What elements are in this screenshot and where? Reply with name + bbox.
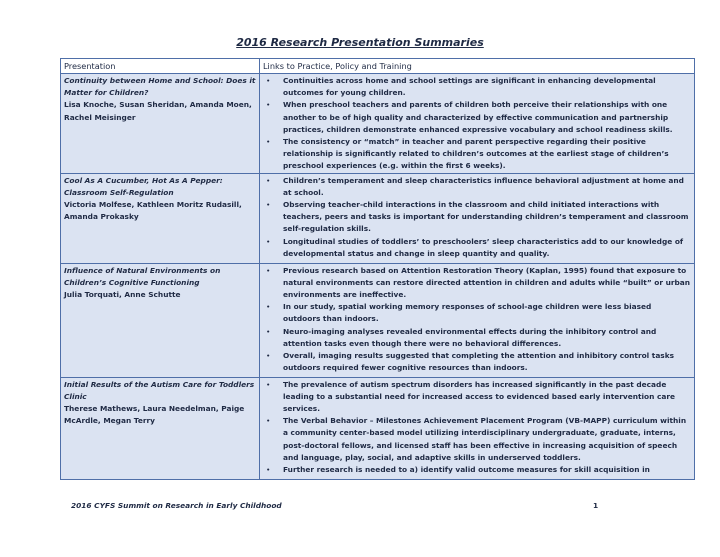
document-title: 2016 Research Presentation Summaries <box>236 36 484 49</box>
bullet-item: • The consistency or “match” in teacher and parent perspective regarding their positive relationship is significantly related to children’s outcomes at the earliest stage of children’s preschool experiences (e.g. within the first 6 weeks). <box>263 136 691 173</box>
bullet-item: • Overall, imaging results suggested that completing the attention and inhibitory control tasks outdoors required fewer cognitive resources than indoors. <box>263 350 691 374</box>
table-row <box>61 263 695 377</box>
presentation-authors: Victoria Molfese, Kathleen Moritz Rudasill, Amanda Prokasky <box>64 200 242 222</box>
presentation-authors: Julia Torquati, Anne Schutte <box>64 290 181 300</box>
bullet-item: • When preschool teachers and parents of children both perceive their relationships with one another to be of high quality and characterized by effective communication and partnership practices, children demonstrate enhanced expressive vocabulary and school readiness skills. <box>263 99 691 136</box>
presentation-cell <box>61 263 260 377</box>
table-row <box>61 173 695 263</box>
links-cell <box>260 377 695 479</box>
bullet-item: • Continuities across home and school settings are significant in enhancing developmental outcomes for young children. <box>263 75 691 99</box>
bullet-item: • Observing teacher-child interactions in the classroom and child initiated interactions with teachers, peers and tasks is important for understanding children’s temperament and classroom self-regulation skills. <box>263 199 691 236</box>
presentation-authors: Therese Mathews, Laura Needelman, Paige McArdle, Megan Terry <box>64 404 245 426</box>
links-cell <box>260 263 695 377</box>
column-header-links: Links to Practice, Policy and Training <box>260 59 695 74</box>
links-cell <box>260 74 695 174</box>
presentation-authors: Lisa Knoche, Susan Sheridan, Amanda Moen, Rachel Meisinger <box>64 100 252 122</box>
bullet-item: • The Verbal Behavior – Milestones Achievement Placement Program (VB-MAPP) curriculum within a community center-based model utilizing interdisciplinary undergraduate, graduate, interns, post-doctoral fellows, and licensed staff has been effective in increasing acquisition of speech and language, play, social, and adaptive skills in underserved toddlers. <box>263 415 691 464</box>
links-cell <box>260 173 695 263</box>
presentation-cell <box>61 74 260 174</box>
bullet-item: • In our study, spatial working memory responses of school-age children were less biased outdoors than indoors. <box>263 301 691 325</box>
presentation-cell <box>61 377 260 479</box>
table-header-row <box>61 59 695 74</box>
bullet-item: • Previous research based on Attention Restoration Theory (Kaplan, 1995) found that exposure to natural environments can restore directed attention in children and adults while “built” or urban environments are ineffective. <box>263 265 691 302</box>
table-row <box>61 74 695 174</box>
table-row <box>61 377 695 479</box>
summary-table <box>60 58 695 480</box>
bullet-item: • Neuro-imaging analyses revealed environmental effects during the inhibitory control and attention tasks even though there were no behavioral differences. <box>263 326 691 350</box>
presentation-title: Initial Results of the Autism Care for Toddlers Clinic <box>64 379 255 401</box>
presentation-title: Influence of Natural Environments on Children’s Cognitive Functioning <box>64 265 221 287</box>
bullet-item: • Longitudinal studies of toddlers’ to preschoolers’ sleep characteristics add to our knowledge of developmental status and change in sleep quantity and quality. <box>263 236 691 260</box>
page-number: 1 <box>593 501 599 510</box>
column-header-presentation: Presentation <box>61 59 260 74</box>
presentation-cell <box>61 173 260 263</box>
bullet-item: • The prevalence of autism spectrum disorders has increased significantly in the past decade leading to a substantial need for increased access to evidenced based early intervention care services. <box>263 379 691 416</box>
presentation-title: Cool As A Cucumber, Hot As A Pepper: Classroom Self-Regulation <box>64 175 223 197</box>
page-footer: 2016 CYFS Summit on Research in Early Childhood <box>71 501 282 510</box>
presentation-title: Continuity between Home and School: Does it Matter for Children? <box>64 76 256 98</box>
bullet-item: • Further research is needed to a) identify valid outcome measures for skill acquisition in <box>263 464 691 476</box>
bullet-item: • Children’s temperament and sleep characteristics influence behavioral adjustment at home and at school. <box>263 175 691 199</box>
